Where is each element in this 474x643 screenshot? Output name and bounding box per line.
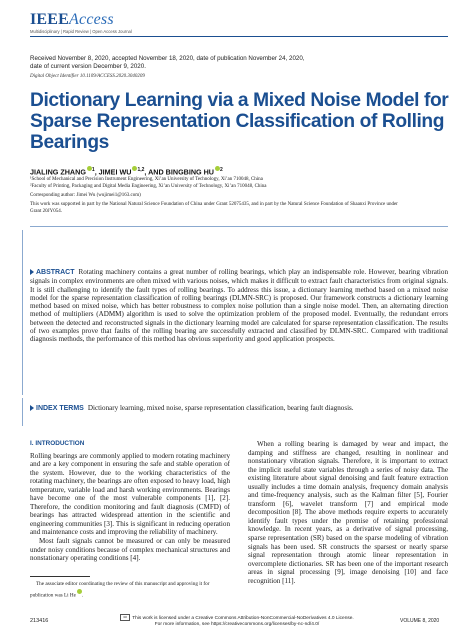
right-column xyxy=(248,440,448,585)
corresponding-author: Corresponding author: Jimei Wu (wujimei1@163.com) xyxy=(30,193,141,198)
license-line-2[interactable]: For more information, see https://creativecommons.org/licenses/by-nc-nd/4.0/ xyxy=(154,622,320,628)
author-2[interactable]: , JIMEI WU xyxy=(94,167,132,177)
license-text-1: This work is licensed under a Creative Commons Attribution-NonCommercial-NoDerivatives 4.0 License. xyxy=(132,615,354,621)
author-2-affil: 1,2 xyxy=(137,167,145,173)
publication-dates xyxy=(30,55,430,71)
editor-footnote: The associate editor coordinating the review of this manuscript and approving it for publication was Li He . xyxy=(30,581,210,599)
license-notice xyxy=(90,614,384,629)
creative-commons-icon: cc xyxy=(120,614,130,621)
author-3-affil: 2 xyxy=(220,167,223,173)
doi[interactable]: Digital Object Identifier 10.1109/ACCESS.2020.3040209 xyxy=(30,74,145,79)
dates-line-1: Received November 8, 2020, accepted November 18, 2020, date of publication November 24, 2020, xyxy=(30,55,305,62)
header-rule xyxy=(30,36,448,37)
paper-title: Dictionary Learning via a Mixed Noise Model for Sparse Representation Classification of Rolling Bearings xyxy=(30,90,449,153)
author-1[interactable]: JIALING ZHANG xyxy=(30,167,86,177)
funding-statement: This work was supported in part by the National Natural Science Foundation of China under Grant 52075435, and in part by the Natural Science Foundation of Shaanxi Province under Grant 20JY054. xyxy=(30,202,398,214)
section-heading-introduction: I. INTRODUCTION xyxy=(30,440,85,447)
author-3[interactable]: , AND BINGBING HU xyxy=(144,167,215,177)
triangle-marker-icon xyxy=(30,405,34,411)
footnote-text: The associate editor coordinating the review of this manuscript and approving it for publication was Li He xyxy=(30,581,210,599)
page-id: 213416 xyxy=(30,618,49,624)
orcid-icon[interactable] xyxy=(77,589,82,594)
intro-paragraph-1: Rolling bearings are commonly applied to modern rotating machinery and are a key component in ensuring the safe and stable operation of the system. However, due to the working characteristics of the rotating machinery, the bearings are often exposed to heavy load, high temperature, variable load and harsh working environments. Bearings have become one of the most vulnerable components [1], [2]. Therefore, the condition monitoring and fault diagnosis (CMFD) of bearings has attracted widespread attention in the scientific and engineering communities [3]. This is significant in reducing operation and maintenance costs and improving the reliability of machinery. xyxy=(30,451,230,537)
dates-line-2: date of current version December 9, 2020. xyxy=(30,63,146,70)
intro-paragraph-3: When a rolling bearing is damaged by wear and impact, the damping and stiffness are changed, resulting in nonlinear and nonstationary vibration signals. Therefore, it is important to extract the implicit useful state variables through a series of noisy data. The existing literature about signal denoising and fault feature extraction usually includes a time domain analysis, frequency domain analysis and time-frequency analysis, such as the Kalman filter [5], Fourier transform [6], wavelet transform [7] and empirical mode decomposition [8]. The above methods require experts to accurately identify fault types under the premise of retaining professional knowledge. In recent years, as a derivative of signal processing, sparse representation (SR) based on the sparse modeling of vibration signals has been used. SR constructs the sparsest or nearly sparse signal representation through atomic linear representation in overcomplete dictionaries. SR has been one of the important research areas in signal processing [9], image denoising [10] and face recognition [11]. xyxy=(248,440,448,585)
affiliation-2: ²Faculty of Printing, Packaging and Digital Media Engineering, Xi’an University of Technology, Xi’an 710048, China xyxy=(30,183,267,189)
triangle-marker-icon xyxy=(30,269,34,275)
footnote-rule xyxy=(30,576,90,577)
index-terms xyxy=(30,404,448,413)
abstract-heading: ABSTRACT xyxy=(36,269,75,276)
author-1-affil: 1 xyxy=(91,167,95,173)
intro-paragraph-2: Most fault signals cannot be measured or can only be measured under noisy conditions because of complex mechanical structures and nonstationary operating conditions [4]. xyxy=(30,537,230,563)
journal-tagline: Multidisciplinary | Rapid Review | Open Access Journal xyxy=(30,29,132,34)
index-side-bar xyxy=(22,398,23,426)
affiliations xyxy=(30,177,430,190)
volume-info: VOLUME 8, 2020 xyxy=(400,618,440,624)
affiliation-1: ¹School of Mechanical and Precision Instrument Engineering, Xi’an University of Technology, Xi’an 710048, China xyxy=(30,177,263,182)
index-terms-text: Dictionary learning, mixed noise, sparse representation classification, bearing fault diagnosis. xyxy=(87,404,354,412)
author-list xyxy=(30,166,223,176)
index-terms-heading: INDEX TERMS xyxy=(36,405,84,412)
section-divider xyxy=(30,226,448,227)
left-column xyxy=(30,440,230,563)
journal-logo xyxy=(30,11,114,29)
logo-main: IEEE xyxy=(30,11,70,28)
abstract xyxy=(30,268,448,344)
abstract-text: Rotating machinery contains a great number of rolling bearings, which play an indispensable role. However, bearing vibration signals in complex environments are often mixed with various noises, which makes it difficult to extract fault characteristics from original signals. It is still challenging to identify the fault types of rolling bearings. To address this issue, a dictionary learning method based on a mixed noise model for the sparse representation classification of rolling bearings (DLMN-SRC) is proposed. Our framework constructs a dictionary learning method based on mixed noise, which has better robustness to complex noise pollution than a single noise model. Then, an alternating direction method of multipliers (ADMM) algorithm is used to solve the optimization problem of the proposed model. Eventually, the redundant errors between the detected and reconstructed signals in the dictionary learning model are calculated for sparse representation classification. The results of two examples prove that faults of the rolling bearing are successfully extracted and classified by DLMN-SRC. Compared with traditional diagnosis methods, the performance of this method has obvious superiority and good application prospects. xyxy=(30,268,448,344)
abstract-side-bar xyxy=(22,230,23,395)
logo-accent: Access xyxy=(69,11,114,28)
